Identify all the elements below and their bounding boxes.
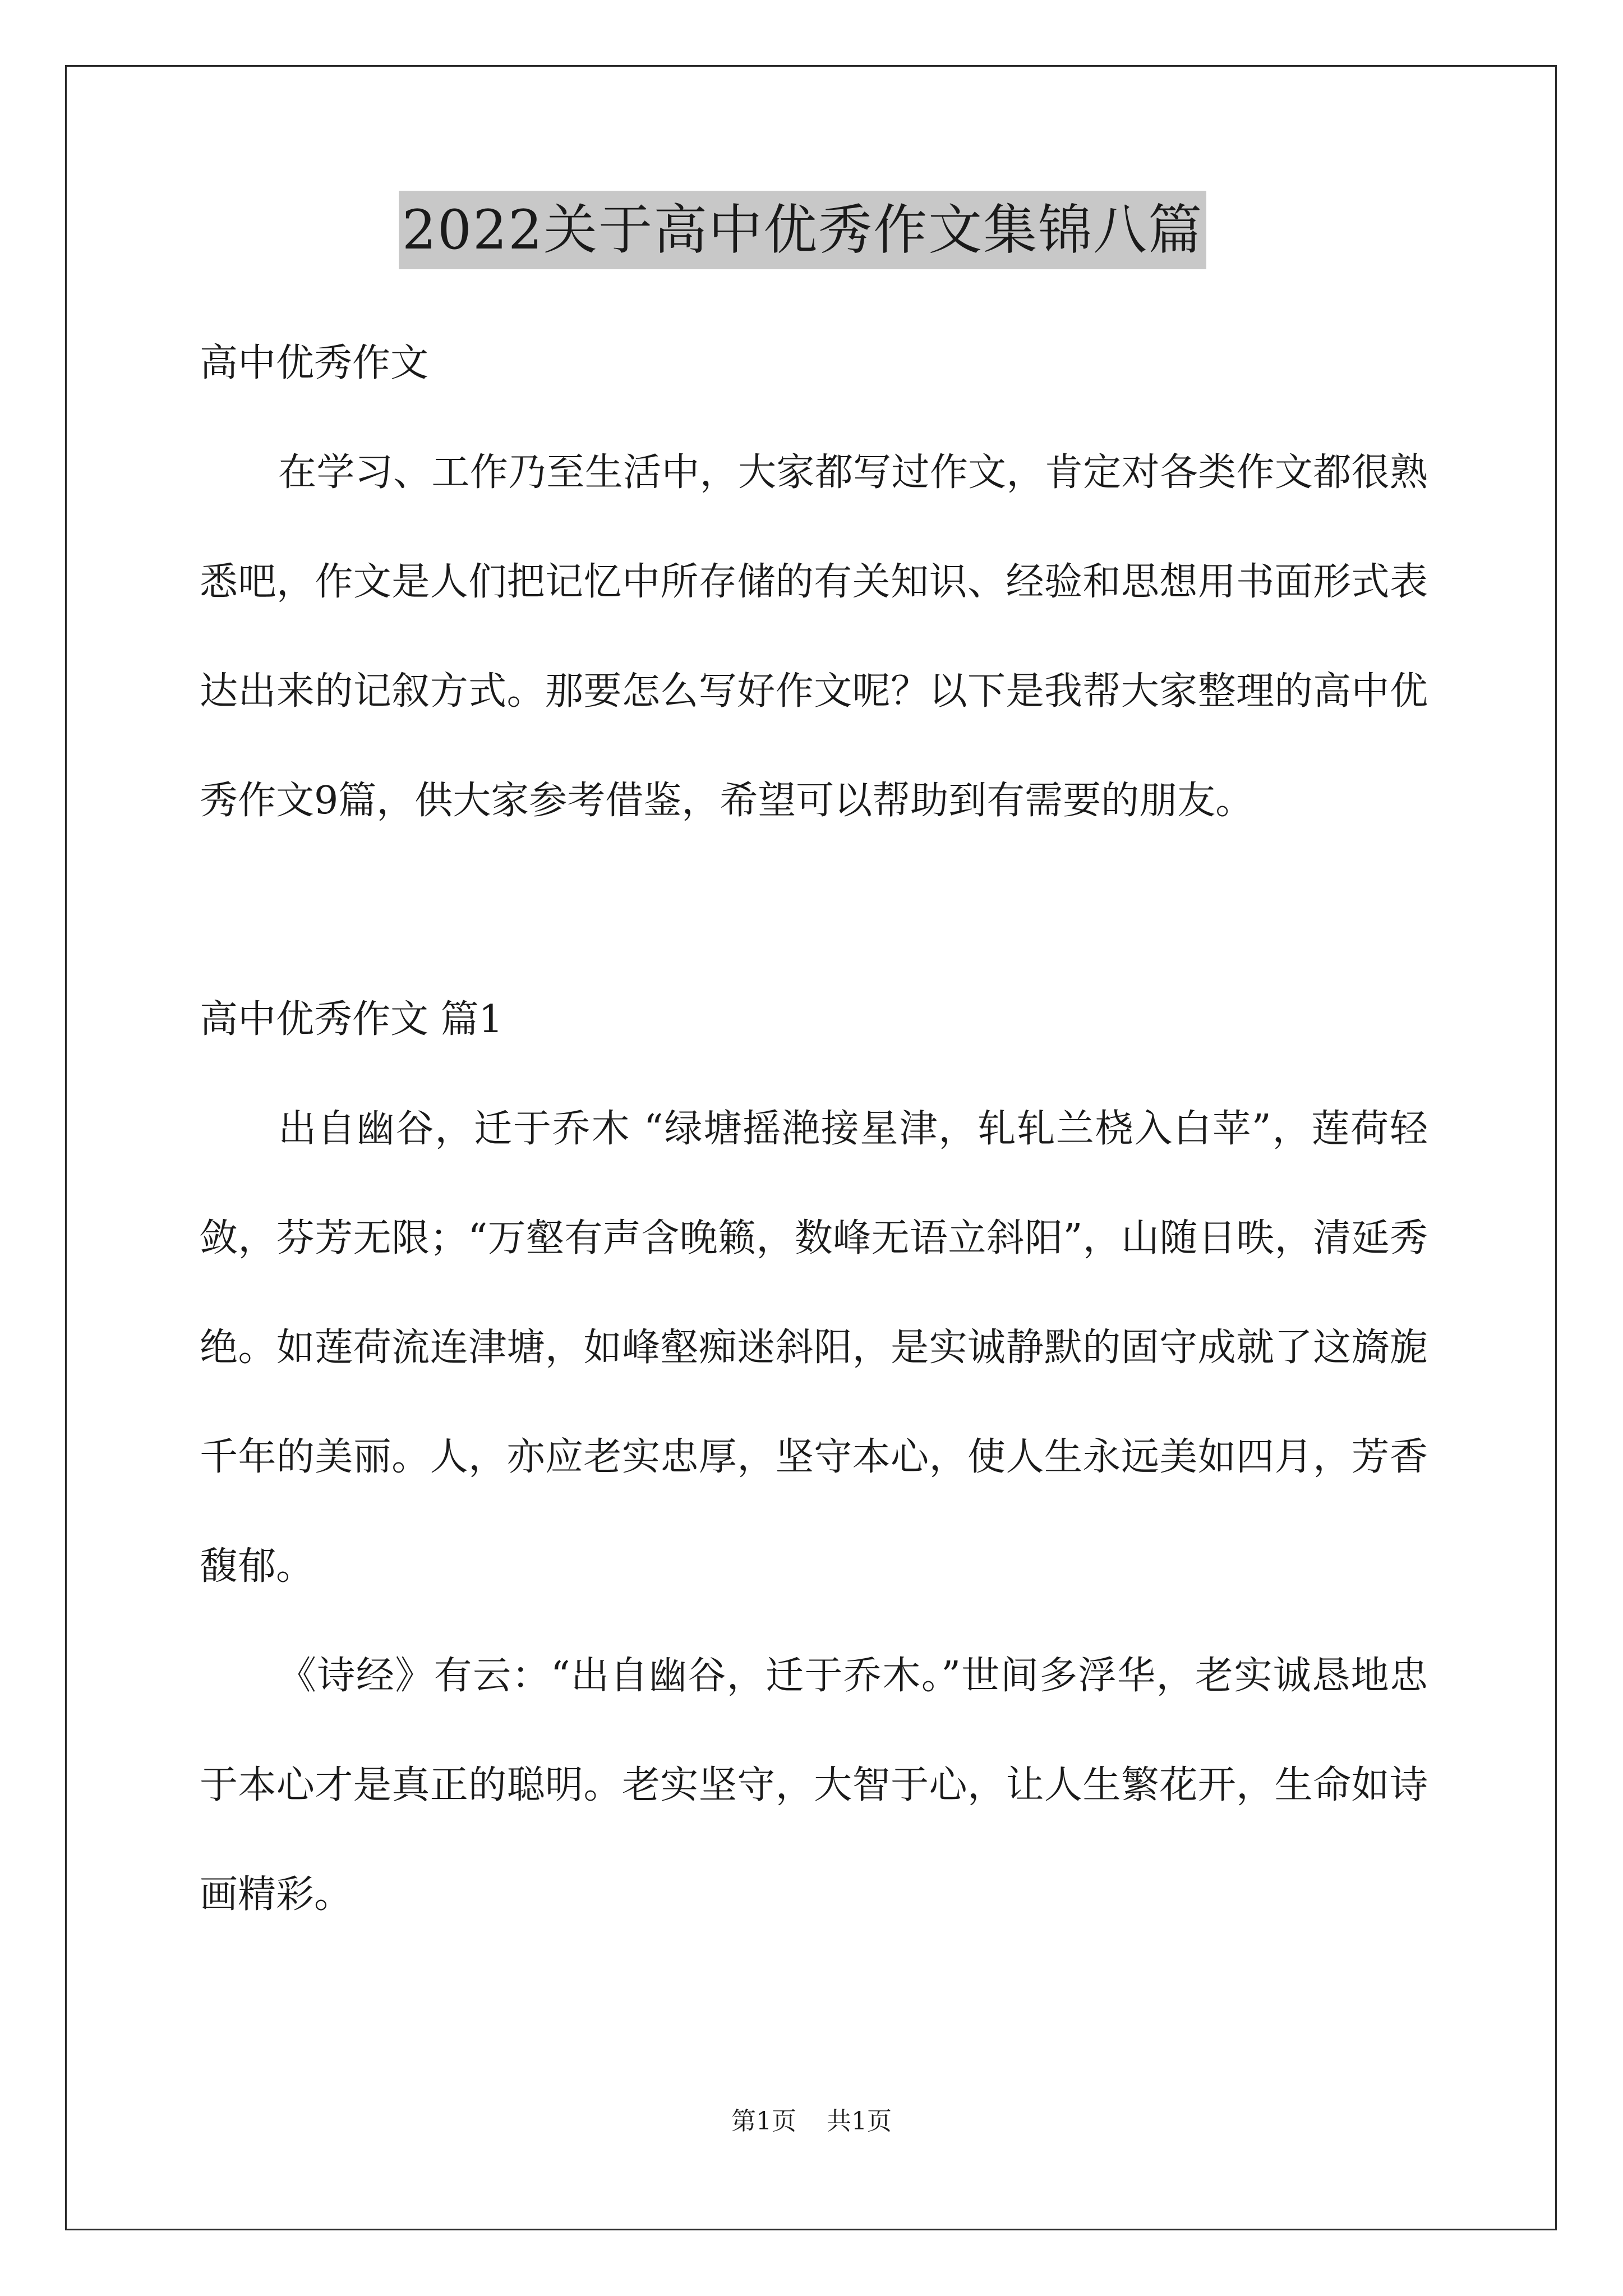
page-footer (0, 2105, 1623, 2138)
essay-paragraph-1: 出自幽谷，迁于乔木 “绿塘摇滟接星津，轧轧兰桡入白苹”，莲荷轻敛，芬芳无限；“万壑有声含晚籁，数峰无语立斜阳”，山随日昳，清延秀绝。如莲荷流连津塘，如峰壑痴迷斜阳，是实诚静默的固守成就了这旖旎千年的美丽。人，亦应老实忠厚，坚守本心，使人生永远美如四月，芳香馥郁。 (200, 1107, 1428, 1589)
document-title: 2022关于高中优秀作文集锦八篇 (399, 191, 1206, 269)
intro-paragraph: 在学习、工作乃至生活中，大家都写过作文，肯定对各类作文都很熟悉吧，作文是人们把记忆中所存储的有关知识、经验和思想用书面形式表达出来的记叙方式。那要怎么写好作文呢？以下是我帮大家整理的高中优秀作文9篇，供大家参考借鉴，希望可以帮助到有需要的朋友。 (200, 450, 1428, 823)
document-body (200, 191, 1428, 1949)
essay-heading: 高中优秀作文 篇1 (200, 997, 503, 1042)
section-gap (200, 855, 1428, 965)
essay-paragraph-2: 《诗经》有云：“出自幽谷，迁于乔木。”世间多浮华，老实诚恳地忠于本心才是真正的聪明。老实坚守，大智于心，让人生繁花开，生命如诗画精彩。 (200, 1654, 1428, 1917)
intro-heading: 高中优秀作文 (200, 341, 429, 385)
page-number: 第1页 (731, 2107, 796, 2136)
page-total: 共1页 (827, 2107, 892, 2136)
title-wrap (177, 191, 1428, 269)
